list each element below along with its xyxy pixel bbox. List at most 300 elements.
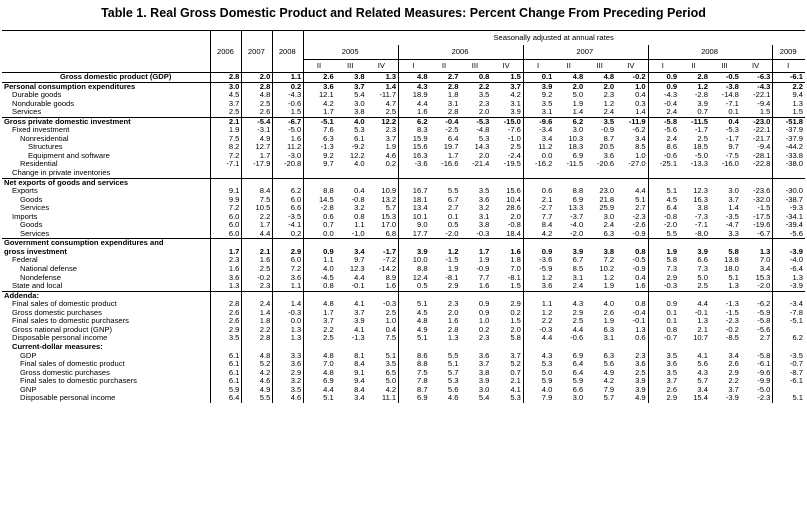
table-cell: 2.5 [211,108,242,117]
table-cell: 3.6 [648,360,679,369]
table-cell: -7.3 [694,212,708,221]
table-cell: 3.1 [572,273,584,282]
table-cell: -3.5 [273,213,304,222]
table-cell: -0.3 [523,326,554,335]
table-row [2,204,805,213]
table-cell: 2.4 [572,282,584,291]
table-cell: 10.9 [381,187,397,196]
table-cell: 12.3 [349,265,365,274]
table-cell: 8.6 [399,352,430,361]
table-cell: 1.2 [447,247,459,256]
table-cell: 2.3 [478,334,490,343]
table-cell [523,239,554,248]
table-cell [273,239,304,248]
table-cell [616,169,648,178]
table-cell: 1.3 [273,326,304,335]
table-cell: 9.4 [354,377,365,386]
table-cell: 7.2 [211,152,242,161]
table-cell: -3.9 [773,282,805,291]
table-title: Table 1. Real Gross Domestic Product and Related Measures: Percent Change From Preceding Period [101,6,706,20]
table-cell: 3.4 [759,265,771,274]
table-cell: -0.7 [773,360,805,369]
table-row [2,300,805,309]
table-cell: 0.5 [399,282,430,291]
table-cell: 7.3 [697,265,708,274]
table-cell: 6.2 [773,334,805,343]
table-cell: 7.0 [759,256,771,265]
table-cell: 7.5 [211,135,242,144]
table-cell: 6.0 [211,230,242,239]
table-cell: -9.9 [757,377,771,386]
table-cell: 4.2 [242,369,273,378]
table-cell [585,178,616,187]
table-cell: 1.9 [572,99,584,108]
table-cell: 7.0 [304,360,336,369]
row-label: Equipment and software [28,151,110,160]
table-cell: -6.1 [773,377,805,386]
table-cell: 1.3 [211,282,242,291]
table-cell: -3.4 [773,300,805,309]
table-cell [648,343,679,352]
table-cell: -5.8 [757,317,771,326]
table-cell: -5.6 [648,126,679,135]
table-cell [460,178,491,187]
table-cell: -4.8 [476,126,490,135]
table-cell [491,343,523,352]
table-cell: 5.7 [447,368,459,377]
table-cell: 5.7 [697,377,708,386]
table-cell: 2.9 [273,369,304,378]
table-cell: 3.9 [354,317,365,326]
table-cell [773,343,805,352]
table-cell: 4.4 [242,230,273,239]
table-cell: -0.3 [648,282,679,291]
table-cell: 8.8 [304,187,336,196]
table-cell: -3.4 [523,126,554,135]
table-cell: -34.1 [773,213,805,222]
table-cell: 3.9 [697,247,708,256]
table-cell: 3.0 [572,126,584,135]
table-cell: 2.8 [447,325,459,334]
row-label: Gross domestic purchases [12,308,102,317]
table-cell: -5.9 [757,308,771,317]
table-cell: 0.8 [354,212,365,221]
table-cell: -0.8 [351,195,365,204]
table-cell: 7.2 [273,265,304,274]
table-cell [648,178,679,187]
table-cell: -8.1 [445,273,459,282]
table-cell: 12.3 [693,187,708,196]
table-cell: 8.4 [523,221,554,230]
table-cell [585,343,616,352]
table-row [2,274,805,283]
table-cell: 2.3 [385,126,397,135]
table-cell [648,239,679,248]
table-cell: 8.1 [354,351,365,360]
table-cell: 4.8 [399,317,430,326]
table-cell: 1.6 [399,108,430,117]
table-cell: 3.7 [491,82,523,91]
table-cell: -17.9 [242,160,273,169]
table-cell: 0.3 [635,99,646,108]
table-cell: 2.6 [648,386,679,395]
table-cell: 2.4 [648,108,679,117]
table-cell: -5.3 [725,126,739,135]
table-cell: 2.9 [648,274,679,283]
table-cell [460,239,491,248]
table-row [2,178,805,187]
table-cell: 2.3 [478,99,490,108]
table-cell [367,169,399,178]
table-cell: 4.8 [304,300,336,309]
row-label: Fixed investment [12,126,70,135]
quarter-header: IV [616,60,648,73]
table-cell: 2.6 [304,73,336,83]
table-cell: -5.0 [694,151,708,160]
table-cell: 1.7 [242,221,273,230]
row-label: Gross national product (GNP) [12,325,113,334]
table-cell: 15.6 [399,143,430,152]
table-cell: 0.7 [697,108,708,117]
table-cell: 4.8 [304,369,336,378]
table-cell: -0.2 [616,73,648,83]
table-cell: 3.1 [447,99,459,108]
table-cell: 8.6 [648,143,679,152]
table-cell [554,239,585,248]
table-cell: 13.4 [399,204,430,213]
table-cell: 2.6 [211,317,242,326]
quarter-header: I [523,60,554,73]
table-cell: 6.6 [572,385,584,394]
table-cell: 0.7 [304,221,336,230]
table-cell: 2.9 [211,326,242,335]
table-cell [242,178,273,187]
table-row [2,265,805,274]
table-cell: 1.9 [603,282,615,291]
table-cell: 1.3 [773,100,805,109]
table-cell: 2.2 [304,326,336,335]
table-cell: 10.1 [399,213,430,222]
table-cell: -5.4 [242,117,273,126]
table-cell: 11.2 [523,143,554,152]
table-cell: 6.4 [572,368,584,377]
table-cell: -0.6 [273,100,304,109]
table-row [2,221,805,230]
quarter-header: I [399,60,430,73]
table-cell: 4.8 [242,352,273,361]
table-cell: 7.5 [242,196,273,205]
table-cell: 9.1 [211,187,242,196]
table-cell: 4.9 [242,135,273,144]
table-cell: 9.7 [728,143,739,152]
table-cell: 12.2 [367,117,399,126]
table-cell: 2.5 [304,334,336,343]
table-cell: -4.7 [725,221,739,230]
table-cell: 4.4 [523,334,554,343]
row-label: Net exports of goods and services [2,178,211,187]
table-row [2,239,805,248]
table-cell: 3.4 [523,135,554,144]
row-label: Nonresidential [20,134,69,143]
table-cell: 0.6 [523,187,554,196]
table-cell: 5.8 [648,256,679,265]
table-cell: 2.2 [242,213,273,222]
table-cell: 3.2 [273,377,304,386]
table-cell: 20.5 [599,143,615,152]
table-cell: 0.9 [648,82,679,91]
table-cell [273,169,304,178]
table-cell: 4.0 [336,117,367,126]
table-cell: -6.7 [757,229,771,238]
table-cell: 4.1 [354,300,365,309]
table-cell: 5.4 [478,394,490,403]
table-cell [399,239,430,248]
row-label: Imports [12,212,38,221]
table-cell: 2.9 [572,308,584,317]
table-cell: 1.0 [478,317,490,326]
table-cell: -14.8 [721,91,739,100]
table-cell: 3.5 [385,360,397,369]
table-cell: 6.3 [603,351,615,360]
table-cell: -3.6 [399,160,430,169]
table-cell: 7.9 [603,385,615,394]
table-cell: 9.0 [399,221,430,230]
table-cell: 5.1 [447,360,459,369]
table-cell: 1.4 [242,309,273,318]
table-cell: 1.5 [773,108,805,117]
table-cell: 3.6 [478,195,490,204]
table-cell: 4.7 [385,99,397,108]
table-cell: 1.1 [523,300,554,309]
row-label: Current-dollar measures: [12,342,103,351]
table-cell: 3.4 [697,385,708,394]
table-cell: 1.6 [273,135,304,144]
table-cell: 3.9 [399,248,430,257]
table-cell: 9.4 [773,91,805,100]
table-cell: 1.6 [385,282,397,291]
table-cell [523,178,554,187]
table-cell: 4.2 [603,377,615,386]
table-cell: 13.2 [381,195,397,204]
table-cell: 7.8 [399,377,430,386]
table-cell [367,343,399,352]
table-cell: 7.6 [304,126,336,135]
table-cell [616,239,648,248]
table-cell: 8.4 [354,385,365,394]
table-cell: 8.2 [211,143,242,152]
table-cell: 11.1 [381,394,397,403]
table-cell: 3.1 [603,334,615,343]
table-cell: 2.8 [242,82,273,91]
table-cell: 5.1 [399,334,430,343]
table-cell: 8.4 [242,187,273,196]
table-cell: 10.3 [568,134,584,143]
table-cell: 2.5 [697,282,708,291]
table-cell [491,239,523,248]
table-cell: 3.1 [478,212,490,221]
table-cell: 1.5 [491,73,523,83]
table-cell [585,291,616,300]
table-cell: 3.0 [572,394,584,403]
table-cell: -5.1 [304,117,336,126]
table-cell: 0.1 [648,309,679,318]
table-cell: 3.5 [648,369,679,378]
table-cell: 0.1 [523,73,554,83]
table-cell: 16.7 [399,187,430,196]
table-cell: 3.0 [728,187,739,196]
table-cell: -9.6 [523,117,554,126]
table-cell: 18.4 [506,229,521,238]
table-cell: 6.9 [572,351,584,360]
table-cell [304,169,336,178]
table-cell [430,291,461,300]
table-row [2,196,805,205]
table-cell [773,169,805,178]
row-label: Residential [20,160,58,169]
table-cell: 4.4 [304,386,336,395]
table-row [2,369,805,378]
table-cell: 2.9 [510,300,521,309]
table-row [2,360,805,369]
table-cell: 2.9 [273,248,304,257]
table-cell [367,239,399,248]
table-cell [491,178,523,187]
table-cell: 5.9 [523,377,554,386]
table-body [2,73,805,403]
table-cell: 0.4 [385,325,397,334]
table-cell [773,178,805,187]
table-cell: 1.6 [242,256,273,265]
table-row [2,187,805,196]
table-cell [460,291,491,300]
table-cell: 18.1 [399,196,430,205]
table-cell: 5.1 [385,351,397,360]
table-cell: 9.7 [304,160,336,169]
table-cell [679,343,710,352]
table-cell: 4.5 [399,309,430,318]
table-cell: -14.2 [378,265,397,274]
table-cell: 6.3 [304,135,336,144]
table-cell: 1.8 [447,91,459,100]
table-cell: 1.9 [447,265,459,274]
table-cell: 1.3 [447,334,459,343]
table-cell [616,178,648,187]
table-cell: 1.3 [697,317,708,326]
table-cell: 3.2 [478,204,490,213]
table-cell: 5.5 [447,187,459,196]
row-label: Personal consumption expenditures [2,82,211,91]
table-cell: 5.1 [728,273,739,282]
table-cell: -7.1 [694,221,708,230]
table-cell: 3.6 [523,282,554,291]
table-cell: 6.7 [572,256,584,265]
row-label: Final sales to domestic purchasers [12,317,129,326]
table-cell: -38.7 [773,196,805,205]
table-cell: 9.7 [354,256,365,265]
table-cell: 8.7 [603,134,615,143]
table-cell: 0.9 [304,248,336,257]
table-cell: 5.3 [447,377,459,386]
table-cell: 9.9 [211,196,242,205]
table-cell: 4.3 [697,368,708,377]
table-cell: 2.0 [510,325,521,334]
table-cell: -1.3 [351,334,365,343]
table-cell: 2.1 [697,325,708,334]
table-cell: -2.0 [570,229,584,238]
table-cell: -9.2 [351,143,365,152]
table-cell: 2.5 [572,317,584,326]
table-cell: 4.0 [354,160,365,169]
table-cell: -1.5 [757,204,771,213]
table-cell: -6.3 [741,73,773,83]
table-cell: -7.6 [507,126,521,135]
quarter-header: I [773,60,805,73]
table-cell: 7.9 [523,394,554,403]
table-cell [460,169,491,178]
table-cell: 5.5 [447,351,459,360]
table-cell: 0.9 [648,300,679,309]
table-cell: 5.3 [523,360,554,369]
table-cell [523,291,554,300]
row-label: Structures [28,143,63,152]
row-label: GDP [20,351,37,360]
quarter-header: IV [491,60,523,73]
table-cell: 4.9 [635,394,646,403]
table-cell: -5.8 [757,351,771,360]
table-cell: -5.8 [648,117,679,126]
seasonal-header: Seasonally adjusted at annual rates [304,31,805,46]
table-cell: -1.0 [507,134,521,143]
table-cell [211,291,242,300]
table-cell: -22.1 [753,91,771,100]
table-cell [430,239,461,248]
table-cell: -22.8 [753,160,771,169]
table-cell: 1.7 [304,309,336,318]
table-cell: 8.5 [572,265,584,274]
year-header: 2006 [211,45,242,60]
table-cell: 1.4 [572,108,584,117]
table-cell: 10.0 [399,256,430,265]
table-cell: 3.7 [211,100,242,109]
row-label: Final sales of domestic product [12,300,117,309]
table-cell: 2.0 [510,212,521,221]
table-cell: -27.0 [628,160,646,169]
table-cell: 2.0 [554,82,585,91]
table-cell: 4.6 [447,394,459,403]
table-cell: 3.2 [354,204,365,213]
table-cell: 6.7 [447,195,459,204]
table-cell [679,291,710,300]
table-cell: 8.5 [635,143,646,152]
table-cell: 5.3 [510,394,521,403]
table-cell: 4.6 [385,151,397,160]
table-cell: 3.5 [478,187,490,196]
table-cell: -1.7 [725,134,739,143]
table-cell: 2.2 [728,377,739,386]
table-cell: -1.5 [725,308,739,317]
table-cell: 4.4 [697,300,708,309]
table-cell: 5.9 [211,386,242,395]
table-cell: 7.7 [478,273,490,282]
table-cell: -0.6 [570,334,584,343]
table-cell: 11.2 [273,143,304,152]
table-cell: 3.7 [478,360,490,369]
table-cell [399,178,430,187]
table-cell: 4.1 [510,385,521,394]
table-cell: -0.2 [725,325,739,334]
table-cell: 21.8 [599,195,615,204]
table-cell: 8.7 [399,386,430,395]
